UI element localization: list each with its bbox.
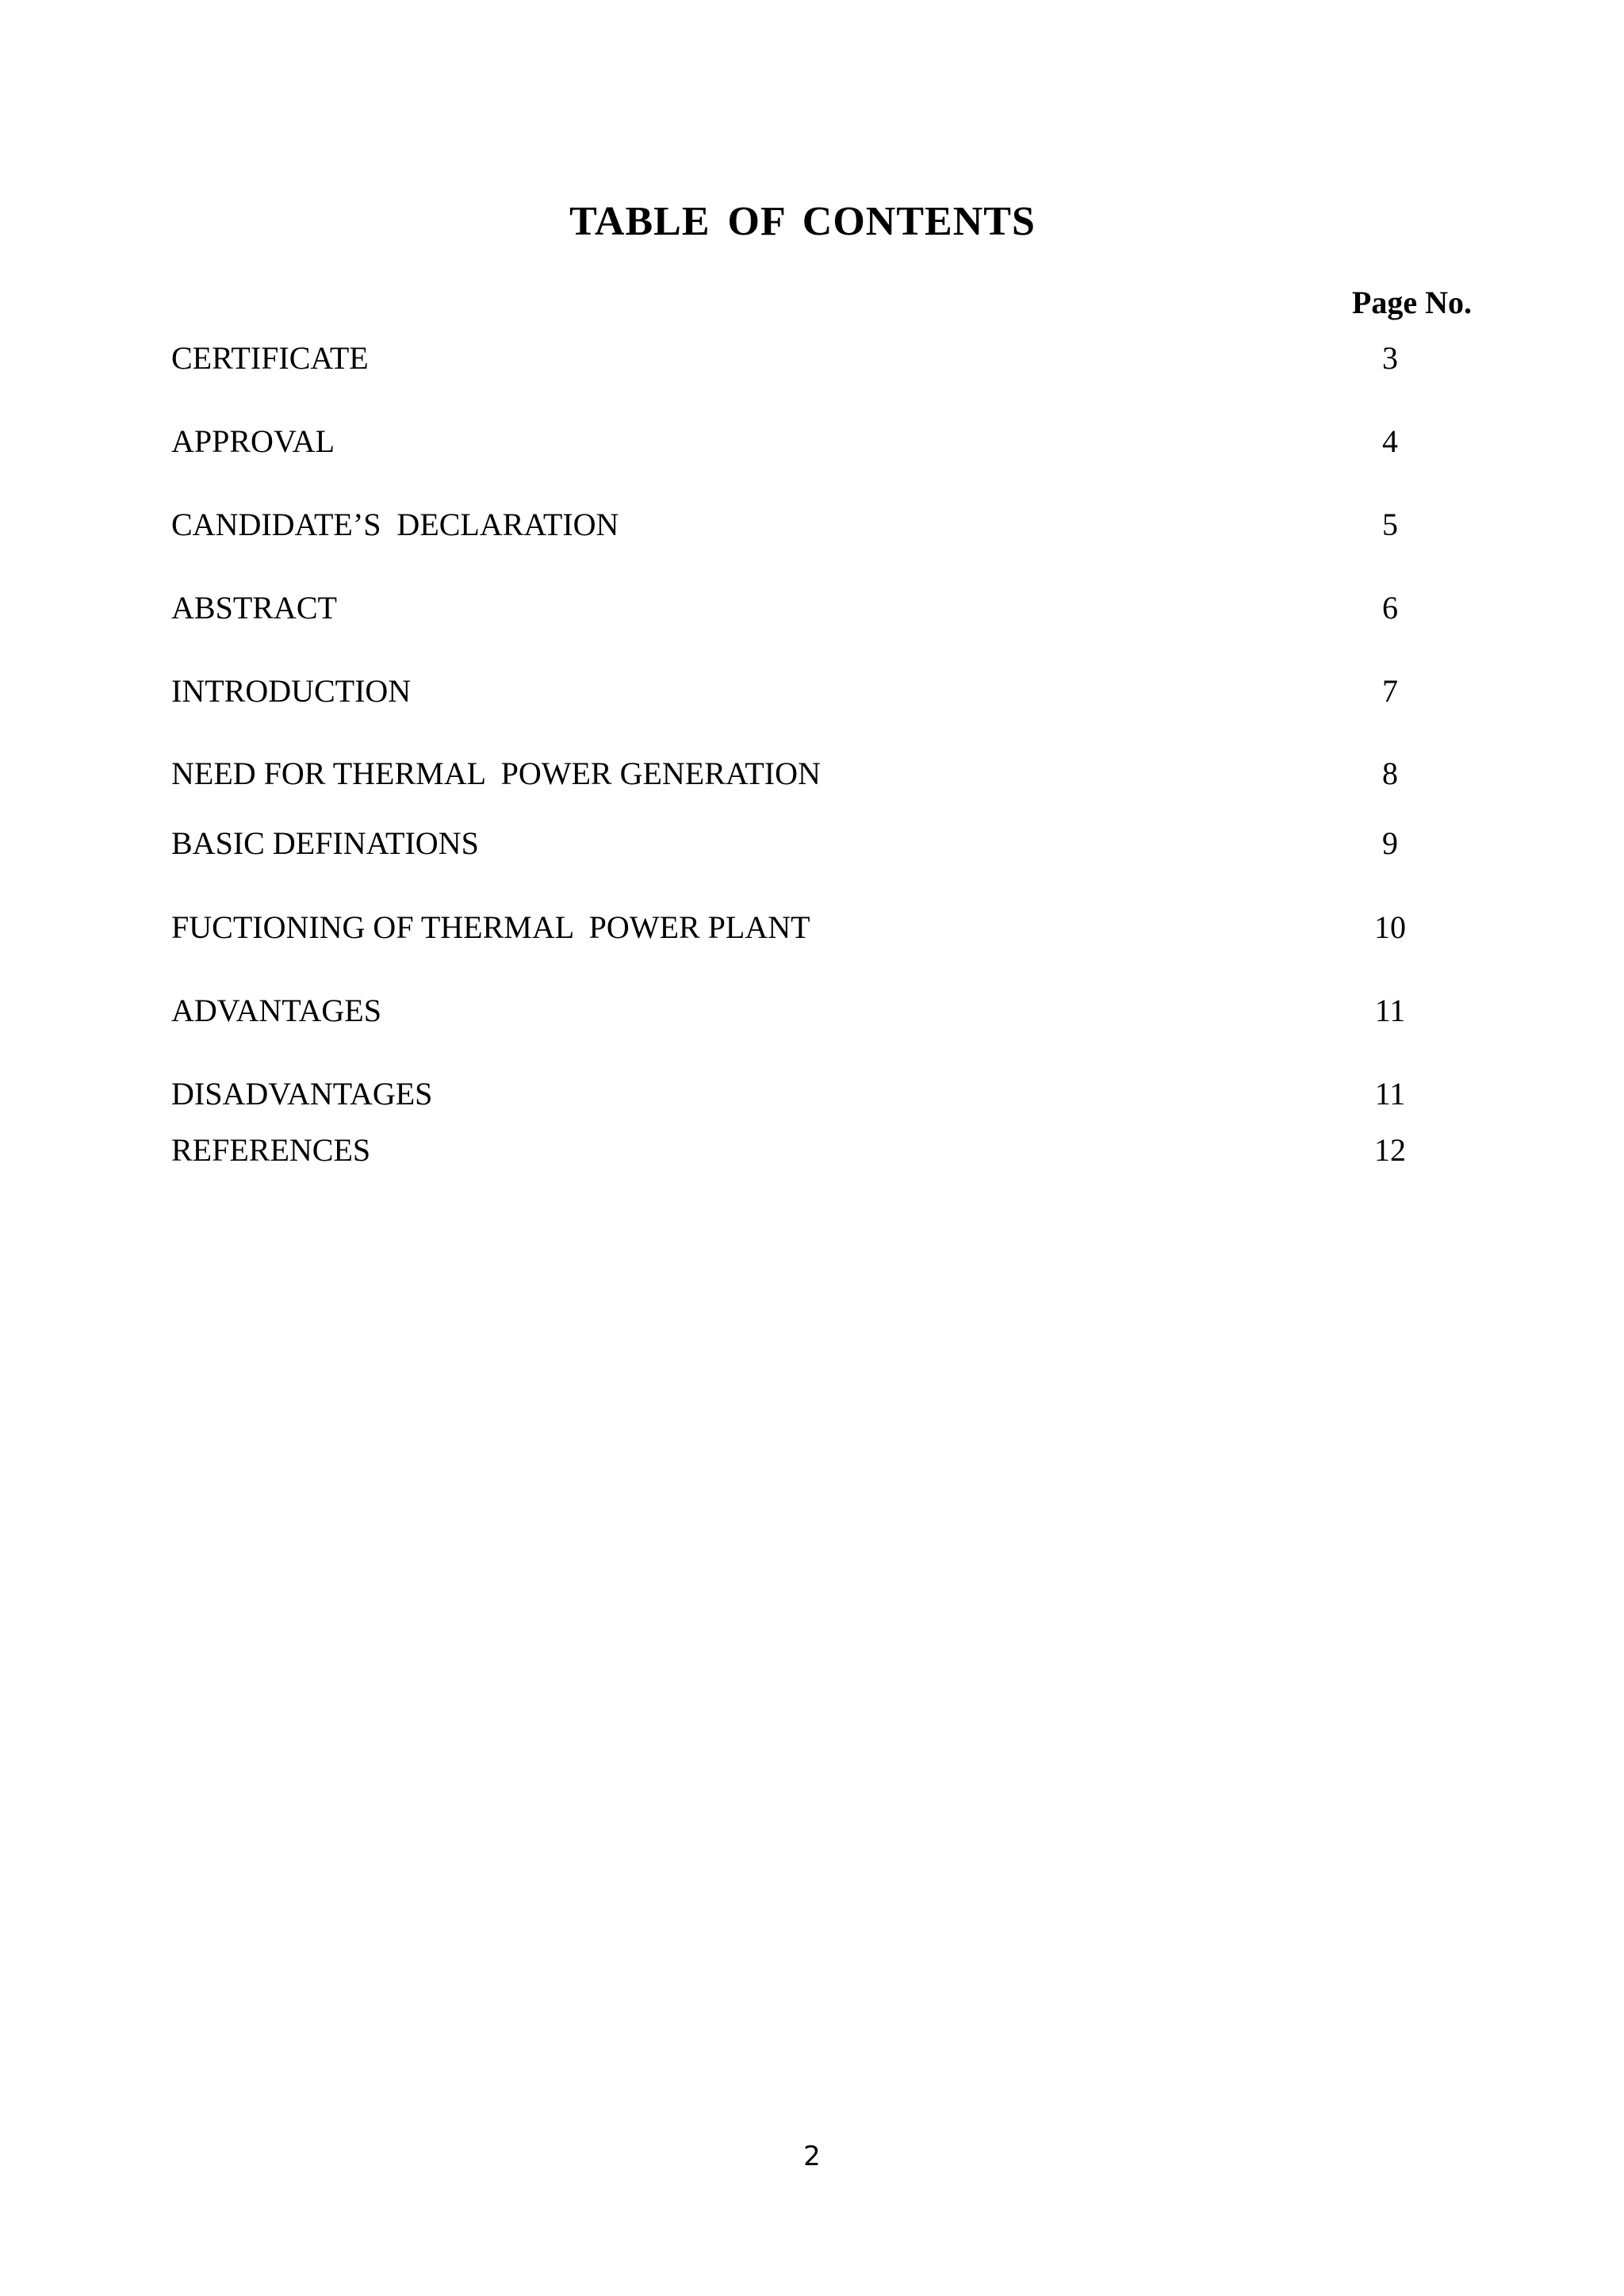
toc-entry-candidates-declaration [171, 506, 1426, 544]
toc-entry-basic-definations [171, 825, 1426, 863]
toc-entry-page-number: 10 [1374, 909, 1406, 945]
toc-entry-page-number: 7 [1382, 673, 1398, 709]
toc-entry-certificate [171, 339, 1426, 377]
toc-entry-label: CERTIFICATE [171, 340, 369, 376]
toc-entry-page-number: 9 [1382, 825, 1398, 861]
toc-entry-need-for-thermal-power-generation [171, 755, 1426, 793]
toc-entry-label: DISADVANTAGES [171, 1076, 433, 1112]
toc-entry-advantages [171, 992, 1426, 1030]
page-number-column-header: Page No. [1351, 285, 1472, 320]
toc-entry-label: APPROVAL [171, 423, 335, 459]
page-title: TABLE OF CONTENTS [569, 199, 1036, 244]
toc-entry-page-number: 11 [1374, 993, 1406, 1028]
toc-entry-label: FUCTIONING OF THERMAL POWER PLANT [171, 909, 810, 945]
toc-entry-approval [171, 423, 1426, 461]
toc-entry-page-number: 3 [1382, 340, 1398, 376]
toc-entry-page-number: 6 [1382, 590, 1398, 626]
toc-entry-label: REFERENCES [171, 1132, 371, 1168]
toc-entry-label: BASIC DEFINATIONS [171, 825, 479, 861]
toc-entry-label: ABSTRACT [171, 590, 337, 626]
toc-entry-page-number: 8 [1382, 756, 1398, 791]
toc-entry-fuctioning-of-thermal-power-plant [171, 909, 1426, 947]
toc-entry-abstract [171, 589, 1426, 627]
toc-entry-page-number: 11 [1374, 1076, 1406, 1112]
toc-entry-references [171, 1131, 1426, 1169]
toc-entry-label: NEED FOR THERMAL POWER GENERATION [171, 756, 821, 791]
toc-entry-page-number: 12 [1374, 1132, 1406, 1168]
page-number-footer: 2 [803, 2141, 821, 2172]
toc-entry-page-number: 5 [1382, 507, 1398, 542]
toc-entry-introduction [171, 672, 1426, 710]
toc-entry-label: ADVANTAGES [171, 993, 381, 1028]
toc-entry-label: INTRODUCTION [171, 673, 412, 709]
toc-entry-label: CANDIDATE’S DECLARATION [171, 507, 619, 542]
toc-entry-disadvantages [171, 1075, 1426, 1113]
toc-entry-page-number: 4 [1382, 423, 1398, 459]
